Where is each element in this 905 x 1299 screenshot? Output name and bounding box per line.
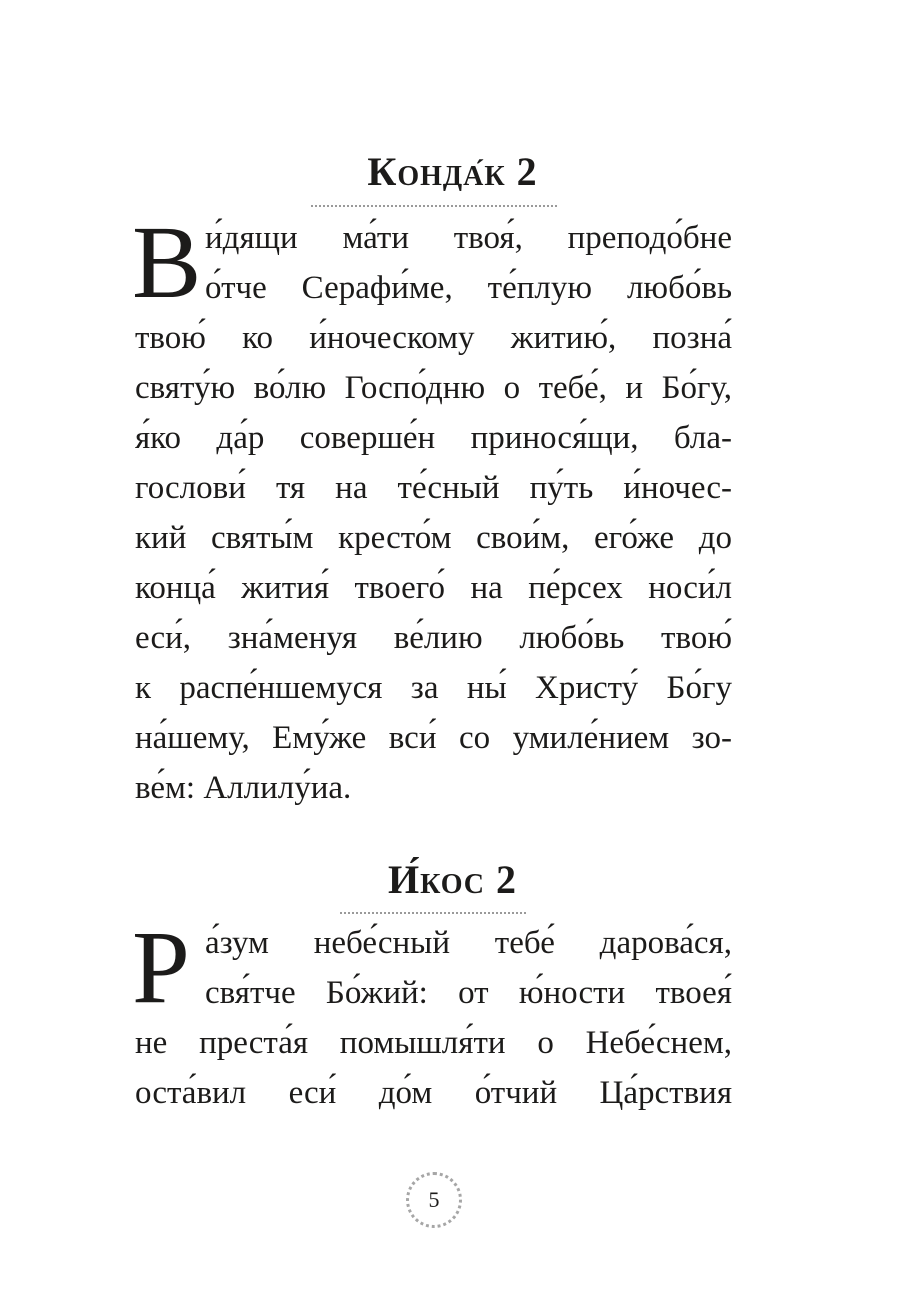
page-number: 5 [428,1187,440,1212]
page-number-badge [406,1172,462,1228]
ikos-title: И́кос 2 [387,857,518,902]
text-line: а́зум небе́сный тебе́ дарова́ся, [205,925,732,961]
section-heading-kondak [0,150,905,194]
dropcap-letter: Р [132,910,190,1025]
text-line: ве́м: Аллилу́иа. [135,770,352,806]
text-line: еси́, зна́менуя ве́лию любо́вь твою́ [135,620,732,656]
section-heading-ikos [0,858,905,902]
text-line: о́тче Серафи́ме, те́плую любо́вь [205,270,732,306]
text-line: конца́ жития́ твоего́ на пе́рсех носи́л [135,570,732,606]
text-line: свя́тче Бо́жий: от ю́ности твоея́ [205,975,732,1011]
text-line: я́ко да́р соверше́н принося́щи, бла- [135,420,732,456]
text-line: твою́ ко и́ноческому житию́, позна́ [135,320,732,356]
text-line: к распе́ншемуся за ны́ Христу́ Бо́гу [135,670,732,706]
dotted-rule-kondak [311,205,557,207]
kondak-text [132,205,732,813]
dotted-rule-ikos [340,912,526,914]
ikos-text [132,910,732,1118]
text-line: и́дящи ма́ти твоя́, преподо́бне [205,220,732,256]
text-line: гослови́ тя на те́сный пу́ть и́ночес- [135,470,732,506]
text-line: на́шему, Ему́же вси́ со умиле́нием зо- [135,720,732,756]
text-line: святу́ю во́лю Госпо́дню о тебе́, и Бо́гу, [135,370,732,406]
kondak-title: Конда́к 2 [367,149,538,194]
text-line: оста́вил еси́ до́м о́тчий Ца́рствия [135,1075,732,1111]
dropcap-letter: В [132,205,202,320]
text-line: кий святы́м кресто́м свои́м, его́же до [135,520,732,556]
text-line: не преста́я помышля́ти о Небе́снем, [135,1025,732,1061]
